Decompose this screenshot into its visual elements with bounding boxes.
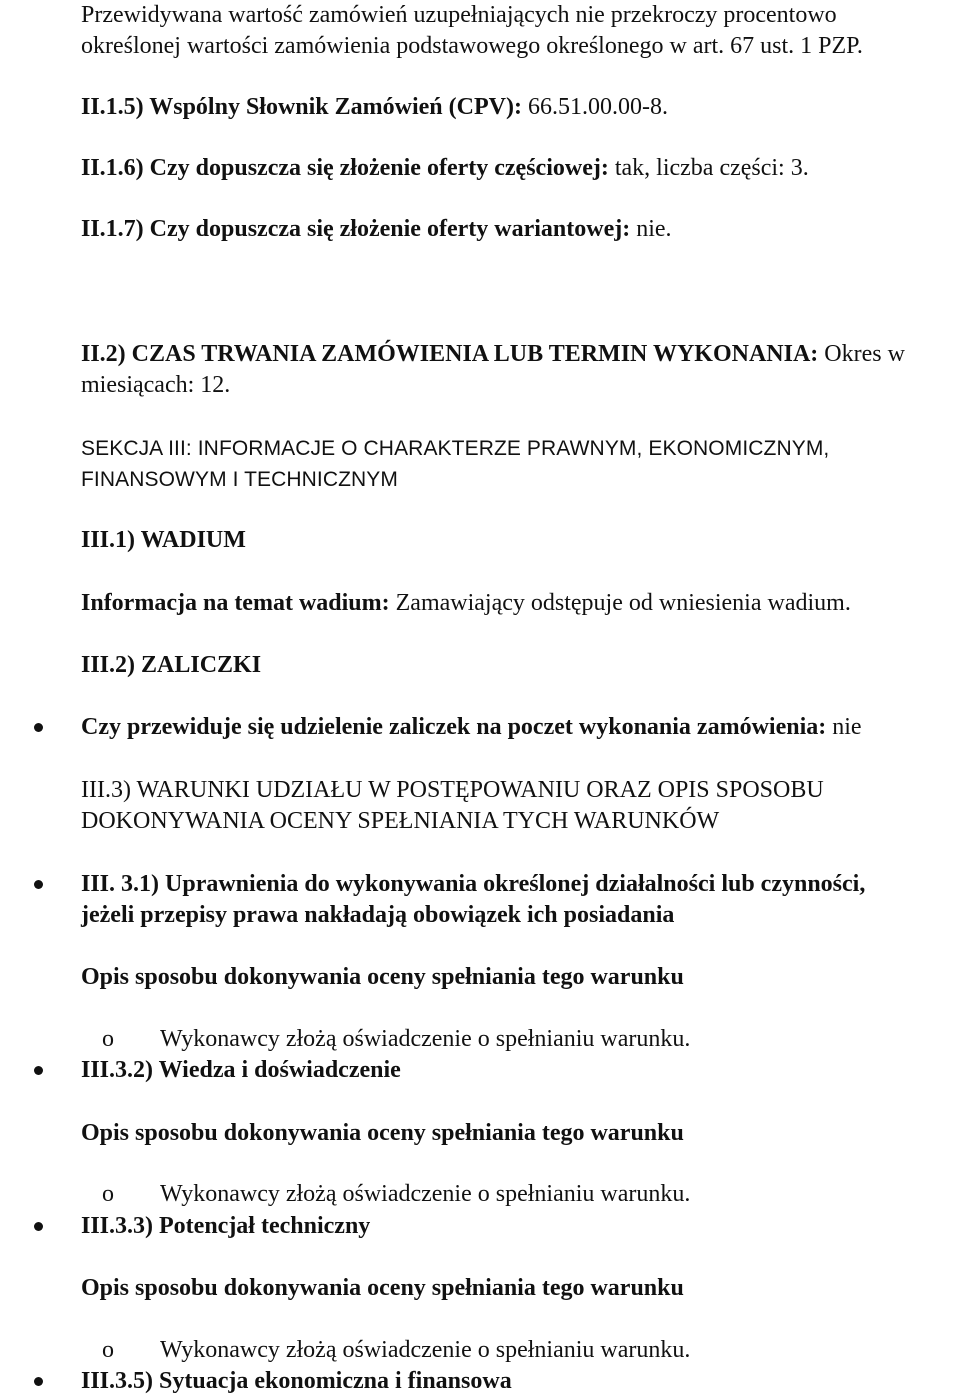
variant-offer-value: nie.	[630, 216, 672, 242]
wadium-heading: III.1) WADIUM	[81, 527, 246, 553]
conditions-heading-line-1: III.3) WARUNKI UDZIAŁU W POSTĘPOWANIU ORAZ OPIS SPOSOBU	[81, 777, 824, 803]
zaliczki-question: Czy przewiduje się udzielenie zaliczek na poczet wykonania zamówienia:	[81, 714, 827, 740]
intro-line-2: określonej wartości zamówienia podstawowego określonego w art. 67 ust. 1 PZP.	[81, 33, 863, 59]
condition-3-desc: Wykonawcy złożą oświadczenie o spełnianiu warunku.	[160, 1337, 691, 1363]
bullet-dot-icon	[34, 880, 43, 889]
zaliczki-heading: III.2) ZALICZKI	[81, 652, 262, 678]
duration-value-1: Okres w	[818, 341, 905, 367]
section-3-title-line-1: SEKCJA III: INFORMACJE O CHARAKTERZE PRAWNYM, EKONOMICZNYM,	[81, 437, 830, 460]
wadium-paragraph	[81, 588, 851, 619]
condition-2-title: III.3.2) Wiedza i doświadczenie	[81, 1057, 401, 1083]
partial-offer-paragraph	[81, 153, 809, 184]
bullet-dot-icon	[34, 1222, 43, 1231]
cpv-paragraph	[81, 92, 668, 123]
condition-3-title: III.3.3) Potencjał techniczny	[81, 1213, 371, 1239]
section-3-title-line-2: FINANSOWYM I TECHNICZNYM	[81, 468, 399, 491]
duration-value-2: miesiącach: 12.	[81, 372, 231, 398]
duration-paragraph	[81, 339, 905, 370]
condition-2-desc-label: Opis sposobu dokonywania oceny spełniania tego warunku	[81, 1120, 684, 1146]
bullet-dot-icon	[34, 1066, 43, 1075]
variant-offer-paragraph	[81, 214, 672, 245]
partial-offer-value: tak, liczba części: 3.	[608, 155, 809, 181]
wadium-label: Informacja na temat wadium:	[81, 590, 390, 616]
circle-bullet-icon: o	[102, 1026, 114, 1052]
cpv-label: II.1.5) Wspólny Słownik Zamówień (CPV):	[81, 94, 522, 120]
condition-1-title-line-2: jeżeli przepisy prawa nakładają obowiązek ich posiadania	[81, 902, 675, 928]
circle-bullet-icon: o	[102, 1337, 114, 1363]
wadium-value: Zamawiający odstępuje od wniesienia wadium.	[389, 590, 851, 616]
bullet-dot-icon	[34, 723, 43, 732]
partial-offer-label: II.1.6) Czy dopuszcza się złożenie oferty częściowej:	[81, 155, 609, 181]
cpv-value: 66.51.00.00-8.	[521, 94, 668, 120]
zaliczki-paragraph	[81, 712, 862, 743]
condition-3-desc-label: Opis sposobu dokonywania oceny spełniania tego warunku	[81, 1275, 684, 1301]
condition-1-desc: Wykonawcy złożą oświadczenie o spełnianiu warunku.	[160, 1026, 691, 1052]
conditions-heading-line-2: DOKONYWANIA OCENY SPEŁNIANIA TYCH WARUNKÓW	[81, 808, 720, 834]
bullet-dot-icon	[34, 1377, 43, 1386]
intro-line-1: Przewidywana wartość zamówień uzupełniających nie przekroczy procentowo	[81, 2, 837, 28]
variant-offer-label: II.1.7) Czy dopuszcza się złożenie oferty wariantowej:	[81, 216, 631, 242]
circle-bullet-icon: o	[102, 1181, 114, 1207]
condition-5-title: III.3.5) Sytuacja ekonomiczna i finansowa	[81, 1368, 512, 1394]
condition-2-desc: Wykonawcy złożą oświadczenie o spełnianiu warunku.	[160, 1181, 691, 1207]
duration-label: II.2) CZAS TRWANIA ZAMÓWIENIA LUB TERMIN WYKONANIA:	[81, 341, 819, 367]
zaliczki-answer: nie	[826, 714, 862, 740]
condition-1-desc-label: Opis sposobu dokonywania oceny spełniania tego warunku	[81, 964, 684, 990]
condition-1-title-line-1: III. 3.1) Uprawnienia do wykonywania określonej działalności lub czynności,	[81, 871, 866, 897]
